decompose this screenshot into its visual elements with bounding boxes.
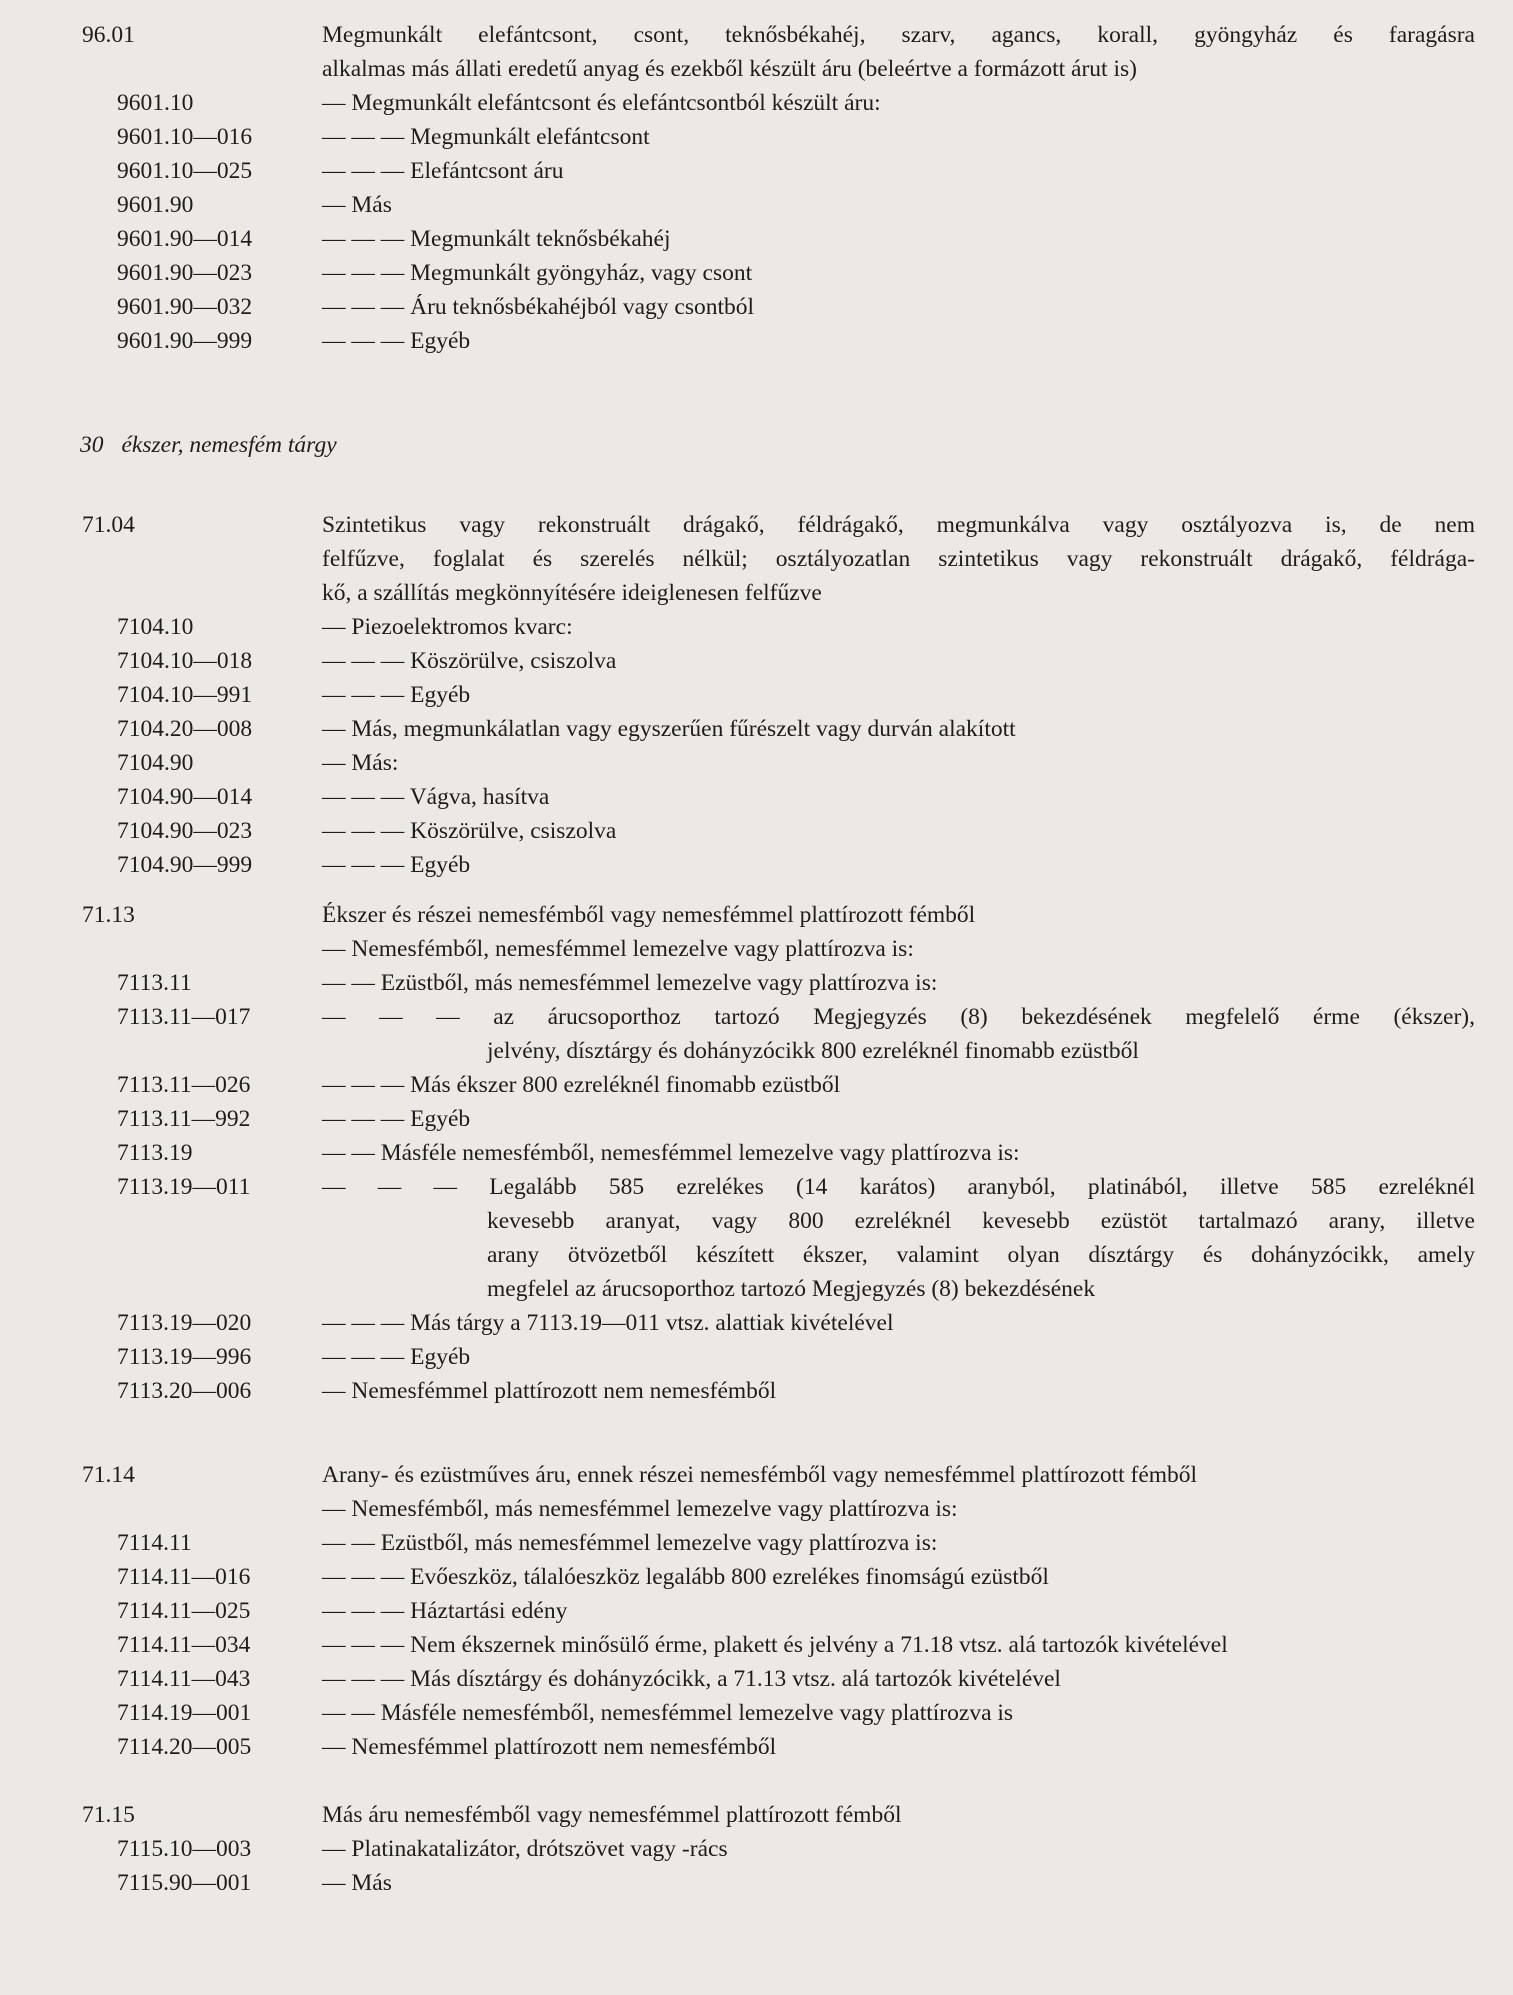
tariff-row: [0, 1866, 1513, 1900]
tariff-description: megfelel az árucsoporthoz tartozó Megjegyzés (8) bekezdésének: [487, 1276, 1096, 1302]
tariff-row: [0, 1560, 1513, 1594]
tariff-row: [0, 1000, 1513, 1034]
tariff-code: 7115.90—001: [117, 1870, 252, 1896]
tariff-row: [0, 1594, 1513, 1628]
tariff-code: 7113.11—017: [117, 1004, 251, 1030]
category-heading: [80, 428, 337, 462]
tariff-description: — — — Köszörülve, csiszolva: [322, 648, 617, 674]
tariff-code: 7104.90: [117, 750, 194, 776]
tariff-description: — Piezoelektromos kvarc:: [322, 614, 573, 640]
tariff-row: [0, 1068, 1513, 1102]
tariff-code: 7104.10: [117, 614, 194, 640]
category-label: ékszer, nemesfém tárgy: [121, 432, 337, 458]
tariff-code: 7113.20—006: [117, 1378, 252, 1404]
tariff-code: 7104.10—018: [117, 648, 253, 674]
tariff-description: arany ötvözetből készített ékszer, valamint olyan dísztárgy és dohányzócikk, amely: [487, 1242, 1475, 1268]
tariff-description: — — — Elefántcsont áru: [322, 158, 564, 184]
tariff-description: — — — Evőeszköz, tálalóeszköz legalább 800 ezrelékes finomságú ezüstből: [322, 1564, 1049, 1590]
tariff-code: 9601.90—023: [117, 260, 253, 286]
tariff-row: [0, 576, 1513, 610]
heading-description: Megmunkált elefántcsont, csont, teknősbékahéj, szarv, agancs, korall, gyöngyház és faragásra: [322, 22, 1475, 48]
tariff-description: — — — Legalább 585 ezrelékes (14 karátos) aranyból, platinából, illetve 585 ezreléknél: [322, 1174, 1475, 1200]
tariff-code: 7114.11—016: [117, 1564, 251, 1590]
tariff-code: 7113.19—020: [117, 1310, 252, 1336]
tariff-row: [0, 324, 1513, 358]
tariff-description: kevesebb aranyat, vagy 800 ezreléknél kevesebb ezüstöt tartalmazó arany, illetve: [487, 1208, 1475, 1234]
tariff-description: — — — Vágva, hasítva: [322, 784, 550, 810]
tariff-row: [0, 1526, 1513, 1560]
heading-description: Arany- és ezüstműves áru, ennek részei nemesfémből vagy nemesfémmel plattírozott fémből: [322, 1462, 1198, 1488]
tariff-description: alkalmas más állati eredetű anyag és ezekből készült áru (beleértve a formázott árut is): [322, 56, 1137, 82]
heading-row: [0, 1458, 1513, 1492]
heading-description: Szintetikus vagy rekonstruált drágakő, féldrágakő, megmunkálva vagy osztályozva is, de nem: [322, 512, 1475, 538]
tariff-row: [0, 1492, 1513, 1526]
tariff-row: [0, 1662, 1513, 1696]
tariff-description: felfűzve, foglalat és szerelés nélkül; osztályozatlan szintetikus vagy rekonstruált drágakő, féldrága-: [322, 546, 1475, 572]
tariff-description: — Más: [322, 192, 392, 218]
tariff-description: — — — Köszörülve, csiszolva: [322, 818, 617, 844]
heading-row: [0, 508, 1513, 542]
tariff-row: [0, 932, 1513, 966]
tariff-code: 9601.90: [117, 192, 194, 218]
tariff-description: — — Másféle nemesfémből, nemesfémmel lemezelve vagy plattírozva is:: [322, 1140, 1020, 1166]
tariff-row: [0, 1374, 1513, 1408]
tariff-description: — — — Egyéb: [322, 682, 471, 708]
tariff-description: — Más:: [322, 750, 399, 776]
tariff-description: — — — Nem ékszernek minősülő érme, plakett és jelvény a 71.18 vtsz. alá tartozók kivételével: [322, 1632, 1228, 1658]
tariff-row: [0, 712, 1513, 746]
tariff-code: 9601.90—032: [117, 294, 253, 320]
tariff-row: [0, 966, 1513, 1000]
tariff-description: — — — Egyéb: [322, 328, 471, 354]
tariff-description: — — — Egyéb: [322, 1344, 471, 1370]
category-number: 30: [80, 432, 104, 458]
tariff-code: 7114.11—025: [117, 1598, 251, 1624]
tariff-code: 7104.20—008: [117, 716, 253, 742]
tariff-row: [0, 256, 1513, 290]
tariff-row: [0, 542, 1513, 576]
heading-code: 71.14: [82, 1462, 135, 1488]
tariff-code: 7113.11—026: [117, 1072, 251, 1098]
tariff-row: [0, 1034, 1513, 1068]
tariff-code: 7113.19—996: [117, 1344, 252, 1370]
tariff-row: [0, 1170, 1513, 1204]
tariff-code: 9601.10—025: [117, 158, 253, 184]
heading-row: [0, 1798, 1513, 1832]
tariff-code: 7114.11—043: [117, 1666, 251, 1692]
tariff-description: — Nemesfémmel plattírozott nem nemesfémből: [322, 1734, 777, 1760]
tariff-description: — — — Áru teknősbékahéjból vagy csontból: [322, 294, 755, 320]
tariff-description: — Nemesfémmel plattírozott nem nemesfémből: [322, 1378, 777, 1404]
tariff-code: 7104.90—014: [117, 784, 253, 810]
tariff-description: kő, a szállítás megkönnyítésére ideiglenesen felfűzve: [322, 580, 822, 606]
tariff-code: 7113.19—011: [117, 1174, 251, 1200]
tariff-row: [0, 678, 1513, 712]
tariff-code: 9601.90—014: [117, 226, 253, 252]
tariff-description: — — — Egyéb: [322, 1106, 471, 1132]
tariff-row: [0, 154, 1513, 188]
tariff-row: [0, 188, 1513, 222]
heading-description: Más áru nemesfémből vagy nemesfémmel plattírozott fémből: [322, 1802, 902, 1828]
tariff-row: [0, 222, 1513, 256]
tariff-description: — Nemesfémből, más nemesfémmel lemezelve vagy plattírozva is:: [322, 1496, 958, 1522]
tariff-row: [0, 1272, 1513, 1306]
tariff-row: [0, 1204, 1513, 1238]
tariff-description: — — — Egyéb: [322, 852, 471, 878]
tariff-description: — Platinakatalizátor, drótszövet vagy -rács: [322, 1836, 728, 1862]
tariff-code: 9601.90—999: [117, 328, 253, 354]
tariff-description: — — — Más dísztárgy és dohányzócikk, a 71.13 vtsz. alá tartozók kivételével: [322, 1666, 1061, 1692]
heading-code: 71.13: [82, 902, 135, 928]
tariff-code: 9601.10: [117, 90, 194, 116]
tariff-code: 7104.90—999: [117, 852, 253, 878]
tariff-description: — Nemesfémből, nemesfémmel lemezelve vagy plattírozva is:: [322, 936, 914, 962]
tariff-row: [0, 746, 1513, 780]
tariff-code: 7114.11: [117, 1530, 192, 1556]
tariff-row: [0, 120, 1513, 154]
heading-row: [0, 18, 1513, 52]
tariff-code: 7114.19—001: [117, 1700, 252, 1726]
tariff-description: — — — Háztartási edény: [322, 1598, 568, 1624]
tariff-code: 7104.90—023: [117, 818, 253, 844]
tariff-row: [0, 1696, 1513, 1730]
tariff-row: [0, 1730, 1513, 1764]
tariff-description: — Más, megmunkálatlan vagy egyszerűen fűrészelt vagy durván alakított: [322, 716, 1016, 742]
tariff-code: 7104.10—991: [117, 682, 253, 708]
tariff-row: [0, 1136, 1513, 1170]
tariff-description: — — Másféle nemesfémből, nemesfémmel lemezelve vagy plattírozva is: [322, 1700, 1014, 1726]
heading-row: [0, 898, 1513, 932]
tariff-row: [0, 644, 1513, 678]
tariff-row: [0, 610, 1513, 644]
tariff-code: 9601.10—016: [117, 124, 253, 150]
tariff-description: jelvény, dísztárgy és dohányzócikk 800 ezreléknél finomabb ezüstből: [487, 1038, 1139, 1064]
heading-code: 71.04: [82, 512, 135, 538]
tariff-description: — Más: [322, 1870, 392, 1896]
tariff-row: [0, 1306, 1513, 1340]
tariff-row: [0, 52, 1513, 86]
tariff-description: — — Ezüstből, más nemesfémmel lemezelve vagy plattírozva is:: [322, 970, 938, 996]
tariff-row: [0, 1340, 1513, 1374]
tariff-description: — — Ezüstből, más nemesfémmel lemezelve vagy plattírozva is:: [322, 1530, 938, 1556]
heading-code: 96.01: [82, 22, 135, 48]
tariff-row: [0, 1832, 1513, 1866]
tariff-code: 7113.19: [117, 1140, 193, 1166]
tariff-description: — Megmunkált elefántcsont és elefántcsontból készült áru:: [322, 90, 881, 116]
tariff-description: — — — Megmunkált elefántcsont: [322, 124, 650, 150]
tariff-description: — — — Más ékszer 800 ezreléknél finomabb ezüstből: [322, 1072, 841, 1098]
tariff-description: — — — Más tárgy a 7113.19—011 vtsz. alattiak kivételével: [322, 1310, 894, 1336]
tariff-row: [0, 86, 1513, 120]
tariff-code: 7114.20—005: [117, 1734, 252, 1760]
heading-code: 71.15: [82, 1802, 135, 1828]
tariff-code: 7114.11—034: [117, 1632, 251, 1658]
tariff-row: [0, 848, 1513, 882]
tariff-description: — — — Megmunkált teknősbékahéj: [322, 226, 671, 252]
tariff-description: — — — az árucsoporthoz tartozó Megjegyzés (8) bekezdésének megfelelő érme (ékszer),: [322, 1004, 1475, 1030]
tariff-row: [0, 290, 1513, 324]
tariff-code: 7113.11—992: [117, 1106, 251, 1132]
tariff-code: 7113.11: [117, 970, 192, 996]
tariff-row: [0, 1628, 1513, 1662]
tariff-row: [0, 1238, 1513, 1272]
tariff-row: [0, 1102, 1513, 1136]
tariff-code: 7115.10—003: [117, 1836, 252, 1862]
tariff-description: — — — Megmunkált gyöngyház, vagy csont: [322, 260, 753, 286]
tariff-row: [0, 814, 1513, 848]
heading-description: Ékszer és részei nemesfémből vagy nemesfémmel plattírozott fémből: [322, 902, 976, 928]
tariff-row: [0, 780, 1513, 814]
